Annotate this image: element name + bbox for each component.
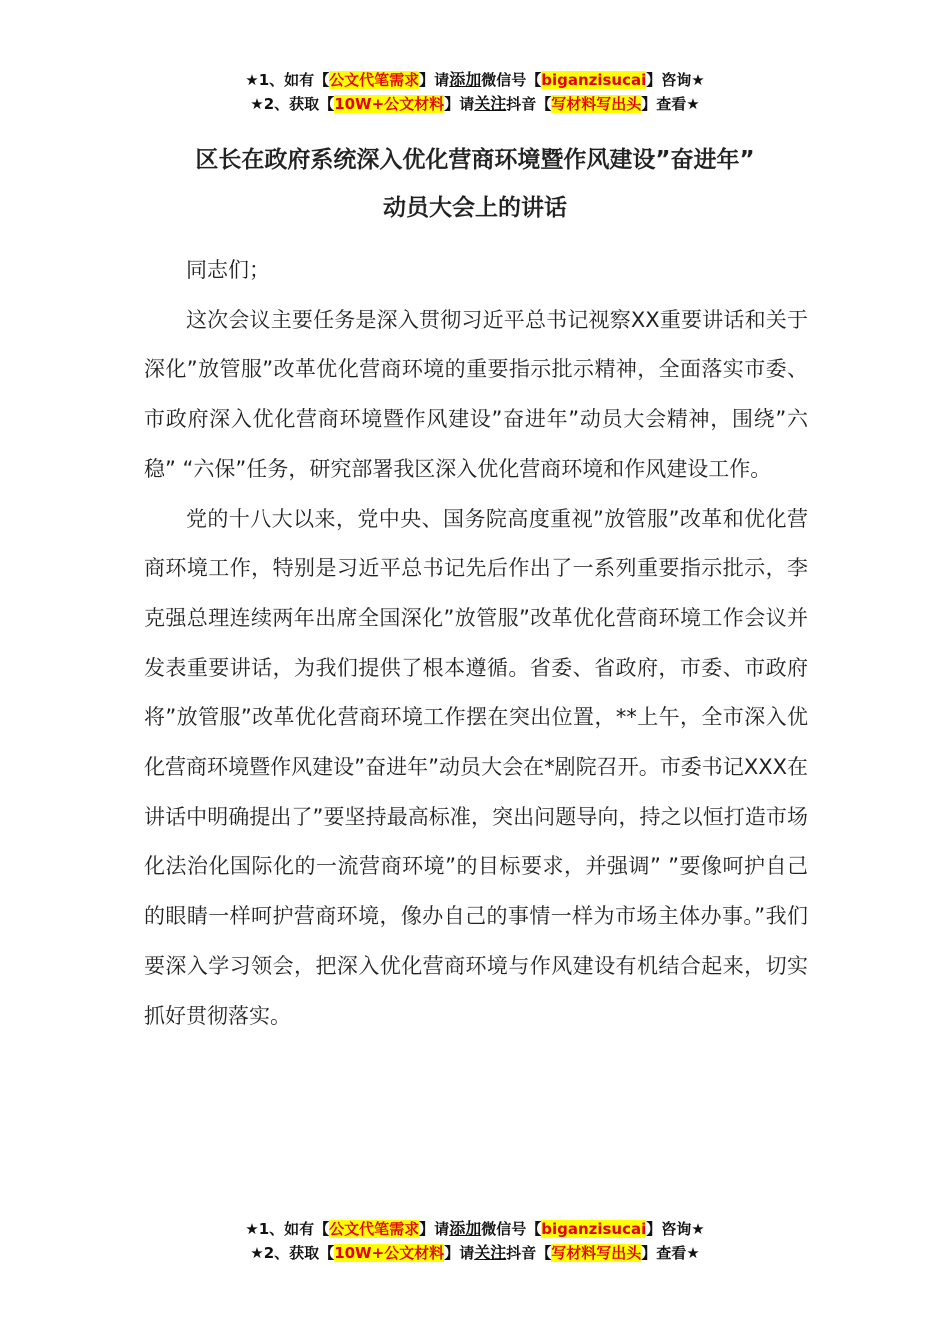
banner-line-2: [0, 92, 950, 116]
emphasis-follow: 关注: [474, 1243, 507, 1262]
footer-banner: [0, 1217, 950, 1265]
banner-text: 微信号【: [481, 1220, 542, 1238]
banner-text: ★2、获取【: [250, 95, 335, 113]
douyin-account: 写材料写出头: [551, 95, 642, 113]
document-body: [144, 246, 808, 1041]
banner-text: ★1、如有【: [245, 1220, 330, 1238]
banner-text: 】查看★: [641, 1244, 700, 1262]
douyin-account: 写材料写出头: [551, 1244, 642, 1262]
document-title: [0, 136, 950, 232]
paragraph: 党的十八大以来，党中央、国务院高度重视”放管服”改革和优化营商环境工作，特别是习近平总书记先后作出了一系列重要指示批示，李克强总理连续两年出席全国深化”放管服”改革优化营商环境工作会议并发表重要讲话，为我们提供了根本遵循。省委、省政府，市委、市政府将”放管服”改革优化营商环境工作摆在突出位置，**上午，全市深入优化营商环境暨作风建设”奋进年”动员大会在*剧院召开。市委书记XXX在讲话中明确提出了”要坚持最高标准，突出问题导向，持之以恒打造市场化法治化国际化的一流营商环境”的目标要求，并强调” ”要像呵护自己的眼睛一样呵护营商环境，像办自己的事情一样为市场主体办事。”我们要深入学习领会，把深入优化营商环境与作风建设有机结合起来，切实抓好贯彻落实。: [144, 506, 808, 1028]
title-line-2: 动员大会上的讲话: [383, 195, 567, 221]
banner-line-1: [0, 68, 950, 92]
title-line-1: 区长在政府系统深入优化营商环境暨作风建设”奋进年”: [195, 147, 755, 173]
banner-text: 微信号【: [481, 71, 542, 89]
emphasis-add: 添加: [449, 70, 482, 89]
banner-text: ★2、获取【: [250, 1244, 335, 1262]
highlight-service: 公文代笔需求: [329, 71, 420, 89]
banner-line-1: [0, 1217, 950, 1241]
highlight-service: 公文代笔需求: [329, 1220, 420, 1238]
wechat-id: biganzisucai: [541, 71, 647, 89]
highlight-materials: 10W+公文材料: [334, 1244, 445, 1262]
banner-text: 】咨询★: [646, 71, 705, 89]
emphasis-follow: 关注: [474, 94, 507, 113]
banner-text: ★1、如有【: [245, 71, 330, 89]
paragraph: 这次会议主要任务是深入贯彻习近平总书记视察XX重要讲话和关于深化”放管服”改革优化营商环境的重要指示批示精神，全面落实市委、市政府深入优化营商环境暨作风建设”奋进年”动员大会精神，围绕”六稳” “六保”任务，研究部署我区深入优化营商环境和作风建设工作。: [144, 307, 808, 481]
emphasis-add: 添加: [449, 1219, 482, 1238]
banner-text: 】请: [444, 95, 475, 113]
banner-text: 】请: [444, 1244, 475, 1262]
banner-line-2: [0, 1241, 950, 1265]
wechat-id: biganzisucai: [541, 1220, 647, 1238]
highlight-materials: 10W+公文材料: [334, 95, 445, 113]
banner-text: 抖音【: [506, 1244, 552, 1262]
banner-text: 】咨询★: [646, 1220, 705, 1238]
banner-text: 抖音【: [506, 95, 552, 113]
salutation: 同志们；: [186, 258, 270, 282]
header-banner: [0, 68, 950, 116]
banner-text: 】请: [419, 1220, 450, 1238]
banner-text: 】查看★: [641, 95, 700, 113]
banner-text: 】请: [419, 71, 450, 89]
